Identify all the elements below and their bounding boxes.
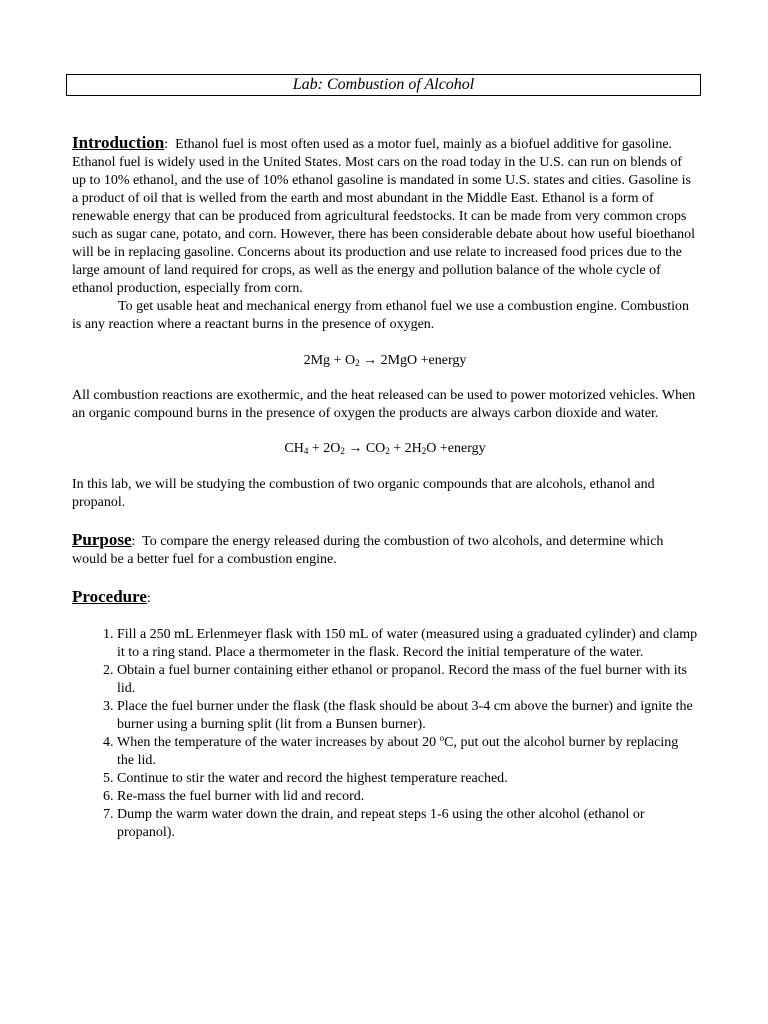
procedure-step: 4. When the temperature of the water increases by about 20 $^o$C, put out the alcohol burner by replacing the lid. <box>117 734 698 770</box>
document-body <box>72 134 698 842</box>
document-title: Lab: Combustion of Alcohol <box>66 74 701 96</box>
procedure-step: 2. Obtain a fuel burner containing either ethanol or propanol. Record the mass of the fuel burner with its lid. <box>117 662 698 698</box>
purpose-paragraph: Purpose: To compare the energy released during the combustion of two alcohols, and determine which would be a better fuel for a combustion engine. <box>72 530 664 567</box>
procedure-step: 7. Dump the warm water down the drain, and repeat steps 1-6 using the other alcohol (ethanol or propanol). <box>117 806 698 842</box>
procedure-step: 6. Re-mass the fuel burner with lid and record. <box>117 788 698 806</box>
procedure-list <box>72 626 698 842</box>
procedure-step: 5. Continue to stir the water and record the highest temperature reached. <box>117 770 698 788</box>
introduction-heading: Introduction <box>72 133 165 152</box>
procedure-step: 1. Fill a 250 mL Erlenmeyer flask with 150 mL of water (measured using a graduated cylinder) and clamp it to a ring stand. Place a thermometer in the flask. Record the initial temperature of the water. <box>117 626 698 662</box>
lab-scope-paragraph: In this lab, we will be studying the combustion of two organic compounds that are alcohols, ethanol and propanol. <box>72 477 655 510</box>
equation-methane: $CH_4 + 2O_2 \to CO_2 + 2H_2O$ +energy <box>284 441 486 456</box>
combustion-paragraph: To get usable heat and mechanical energy from ethanol fuel we use a combustion engine. Combustion is any reaction where a reactant burns in the presence of oxygen. <box>72 299 690 332</box>
introduction-text: Ethanol fuel is most often used as a motor fuel, mainly as a biofuel additive for gasoline. Ethanol fuel is widely used in the United States. Most cars on the road today in the U.S. can run on blends of up to 10% ethanol, and the use of 10% ethanol gasoline is mandated in some U.S. states and cities. Gasoline is a product of oil that is welled from the earth and most abundant in the Middle East. Ethanol is a form of renewable energy that can be produced from agricultural feedstocks. It can be made from very common crops such as sugar cane, potato, and corn. However, there has been considerable debate about how useful bioethanol will be in replacing gasoline. Concerns about its production and use relate to increased food prices due to the large amount of land required for crops, as well as the energy and pollution balance of the whole cycle of ethanol production, especially from corn. <box>72 137 695 296</box>
equation-magnesium: $2Mg + O_2 \to 2MgO$ +energy <box>303 353 467 368</box>
procedure-step: 3. Place the fuel burner under the flask (the flask should be about 3-4 cm above the burner) and ignite the burner using a burning split (lit from a Bunsen burner). <box>117 698 698 734</box>
purpose-text: To compare the energy released during the combustion of two alcohols, and determine which would be a better fuel for a combustion engine. <box>72 534 664 567</box>
purpose-heading: Purpose <box>72 530 132 549</box>
introduction-paragraph: Introduction: Ethanol fuel is most often used as a motor fuel, mainly as a biofuel additive for gasoline. Ethanol fuel is widely used in the United States. Most cars on the road today in the U.S. can run on blends of up to 10% ethanol, and the use of 10% ethanol gasoline is mandated in some U.S. states and cities. Gasoline is a product of oil that is welled from the earth and most abundant in the Middle East. Ethanol is a form of renewable energy that can be produced from agricultural feedstocks. It can be made from very common crops such as sugar cane, potato, and corn. However, there has been considerable debate about how useful bioethanol will be in replacing gasoline. Concerns about its production and use relate to increased food prices due to the large amount of land required for crops, as well as the energy and pollution balance of the whole cycle of ethanol production, especially from corn. <box>72 133 695 296</box>
procedure-heading-line: Procedure: <box>72 587 151 606</box>
procedure-heading: Procedure <box>72 587 147 606</box>
exothermic-paragraph: All combustion reactions are exothermic, and the heat released can be used to power motorized vehicles. When an organic compound burns in the presence of oxygen the products are always carbon dioxide and water. <box>72 388 696 421</box>
